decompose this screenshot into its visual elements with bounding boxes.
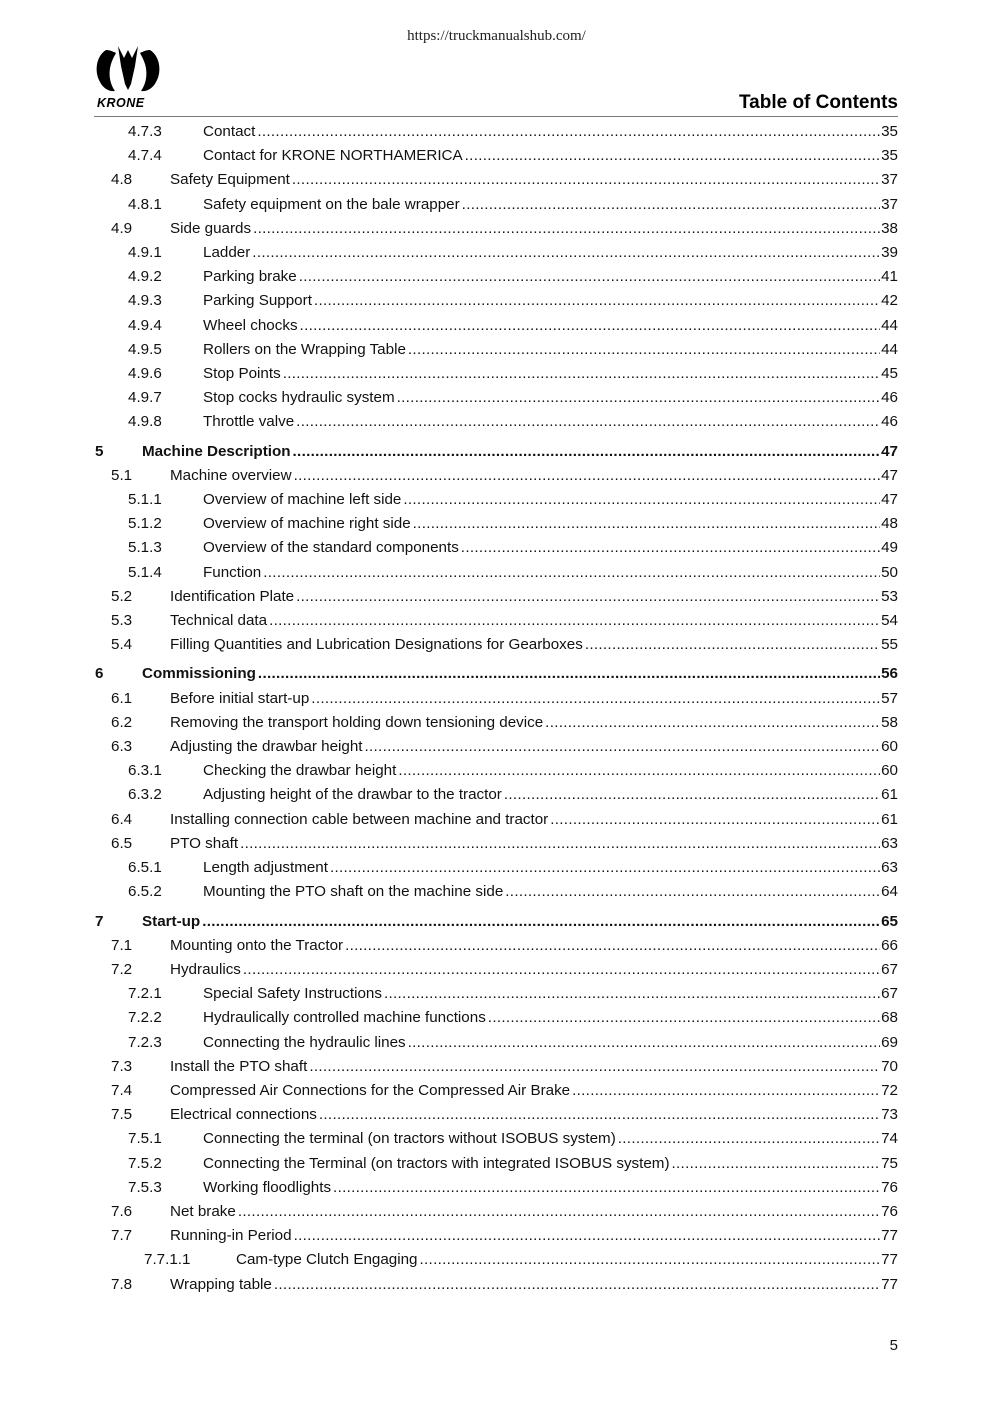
toc-entry-number: 4.9.5 xyxy=(128,340,162,358)
toc-entry-number: 7.5 xyxy=(111,1106,133,1124)
toc-entry-title: Connecting the terminal (on tractors without ISOBUS system) xyxy=(203,1130,616,1148)
toc-dot-leader xyxy=(545,711,880,735)
toc-entry-number: 4.9.3 xyxy=(128,292,162,310)
toc-entry[interactable] xyxy=(95,808,898,832)
toc-dot-leader xyxy=(274,1273,880,1297)
toc-dot-leader xyxy=(420,1248,881,1272)
toc-entry-title: Filling Quantities and Lubrication Designations for Gearboxes xyxy=(170,636,583,654)
toc-entry-number: 6.5 xyxy=(111,834,133,852)
toc-entry-page: 35 xyxy=(881,147,898,165)
toc-dot-leader xyxy=(240,832,880,856)
toc-entry[interactable] xyxy=(95,440,898,464)
toc-entry-number: 6.4 xyxy=(111,810,133,828)
toc-entry-title: Commissioning xyxy=(142,665,256,683)
toc-dot-leader xyxy=(294,464,881,488)
toc-entry-number: 5.1 xyxy=(111,466,133,484)
toc-entry-page: 57 xyxy=(881,689,898,707)
toc-entry-page: 53 xyxy=(881,587,898,605)
toc-entry[interactable] xyxy=(95,1127,898,1151)
toc-entry-page: 38 xyxy=(881,219,898,237)
toc-entry[interactable] xyxy=(95,609,898,633)
toc-entry-title: Length adjustment xyxy=(203,859,328,877)
toc-entry-page: 45 xyxy=(881,365,898,383)
toc-entry-number: 4.9.6 xyxy=(128,365,162,383)
toc-entry-title: Working floodlights xyxy=(203,1178,332,1196)
toc-entry-page: 67 xyxy=(881,985,898,1003)
toc-entry-title: Mounting the PTO shaft on the machine side xyxy=(203,883,504,901)
toc-entry-title: Ladder xyxy=(203,244,251,262)
toc-dot-leader xyxy=(263,561,880,585)
toc-entry[interactable] xyxy=(95,168,898,192)
toc-dot-leader xyxy=(397,386,880,410)
toc-entry-number: 4.9.4 xyxy=(128,316,162,334)
toc-entry-page: 70 xyxy=(881,1057,898,1075)
toc-dot-leader xyxy=(319,1103,880,1127)
toc-entry-page: 55 xyxy=(881,636,898,654)
toc-dot-leader xyxy=(258,662,880,686)
toc-entry-title: PTO shaft xyxy=(170,834,239,852)
page-title: Table of Contents xyxy=(738,92,898,113)
toc-entry-number: 7.2 xyxy=(111,960,133,978)
toc-entry[interactable] xyxy=(95,362,898,386)
toc-dot-leader xyxy=(333,1176,880,1200)
toc-entry-title: Checking the drawbar height xyxy=(203,762,397,780)
toc-dot-leader xyxy=(488,1006,880,1030)
toc-entry-number: 7.5.3 xyxy=(128,1178,162,1196)
toc-entry[interactable] xyxy=(95,217,898,241)
toc-entry-number: 5.4 xyxy=(111,636,133,654)
toc-entry-page: 69 xyxy=(881,1033,898,1051)
toc-entry-page: 41 xyxy=(881,268,898,286)
toc-entry-title: Hydraulically controlled machine functions xyxy=(203,1009,486,1027)
toc-entry[interactable] xyxy=(95,1055,898,1079)
toc-entry[interactable] xyxy=(95,910,898,934)
toc-entry-page: 47 xyxy=(881,491,898,509)
toc-entry-title: Rollers on the Wrapping Table xyxy=(203,340,406,358)
toc-entry-title: Mounting onto the Tractor xyxy=(170,936,344,954)
toc-entry[interactable] xyxy=(95,1176,898,1200)
toc-entry-number: 6 xyxy=(95,665,104,683)
toc-dot-leader xyxy=(365,735,881,759)
source-url[interactable]: https://truckmanualshub.com/ xyxy=(407,28,586,44)
toc-dot-leader xyxy=(269,609,880,633)
toc-entry-title: Overview of machine right side xyxy=(203,515,411,533)
toc-entry[interactable] xyxy=(95,1273,898,1297)
toc-entry-number: 6.5.1 xyxy=(128,859,162,877)
toc-entry[interactable] xyxy=(95,958,898,982)
toc-entry[interactable] xyxy=(95,633,898,657)
toc-entry-number: 4.9.2 xyxy=(128,268,162,286)
toc-entry-number: 7.2.2 xyxy=(128,1009,162,1027)
toc-dot-leader xyxy=(300,314,881,338)
toc-dot-leader xyxy=(465,144,880,168)
toc-entry-title: Compressed Air Connections for the Compressed Air Brake xyxy=(170,1081,571,1099)
toc-entry-title: Side guards xyxy=(170,219,252,237)
toc-dot-leader xyxy=(403,488,880,512)
toc-entry-page: 61 xyxy=(881,810,898,828)
toc-entry-number: 4.9.7 xyxy=(128,389,162,407)
toc-entry-number: 7.5.2 xyxy=(128,1154,162,1172)
toc-entry[interactable] xyxy=(95,687,898,711)
toc-dot-leader xyxy=(672,1152,881,1176)
toc-entry[interactable] xyxy=(95,1152,898,1176)
toc-entry[interactable] xyxy=(95,1031,898,1055)
toc-entry-title: Function xyxy=(203,563,262,581)
header-divider xyxy=(94,116,898,117)
toc-entry[interactable] xyxy=(95,512,898,536)
toc-entry-number: 4.8.1 xyxy=(128,195,162,213)
toc-dot-leader xyxy=(252,241,880,265)
toc-entry-page: 66 xyxy=(881,936,898,954)
toc-entry-number: 7.8 xyxy=(111,1275,133,1293)
toc-entry-number: 7.1 xyxy=(111,936,133,954)
toc-entry-number: 4.7.4 xyxy=(128,147,162,165)
toc-entry[interactable] xyxy=(95,832,898,856)
toc-entry-number: 4.8 xyxy=(111,171,133,189)
toc-entry[interactable] xyxy=(95,1248,898,1272)
toc-entry[interactable] xyxy=(95,144,898,168)
toc-entry[interactable] xyxy=(95,338,898,362)
toc-dot-leader xyxy=(550,808,880,832)
toc-entry-number: 5.1.2 xyxy=(128,515,162,533)
toc-entry-number: 6.3.2 xyxy=(128,786,162,804)
toc-entry-page: 58 xyxy=(881,713,898,731)
toc-entry-title: Removing the transport holding down tensioning device xyxy=(170,713,544,731)
toc-entry-title: Adjusting height of the drawbar to the tractor xyxy=(203,786,502,804)
toc-entry-title: Safety Equipment xyxy=(170,171,290,189)
toc-entry-title: Connecting the hydraulic lines xyxy=(203,1033,406,1051)
toc-entry[interactable] xyxy=(95,982,898,1006)
toc-entry-title: Machine Description xyxy=(142,442,291,460)
toc-entry-number: 5.1.4 xyxy=(128,563,162,581)
toc-entry-page: 72 xyxy=(881,1081,898,1099)
toc-entry-page: 65 xyxy=(881,912,898,930)
toc-entry[interactable] xyxy=(95,561,898,585)
toc-dot-leader xyxy=(461,536,880,560)
toc-entry-title: Throttle valve xyxy=(203,413,295,431)
toc-entry-number: 6.2 xyxy=(111,713,133,731)
toc-entry-title: Parking Support xyxy=(203,292,312,310)
toc-entry[interactable] xyxy=(95,1200,898,1224)
toc-entry-number: 5 xyxy=(95,442,104,460)
toc-entry-number: 4.9.8 xyxy=(128,413,162,431)
toc-entry[interactable] xyxy=(95,662,898,686)
toc-entry-title: Parking brake xyxy=(203,268,297,286)
toc-entry-page: 77 xyxy=(881,1227,898,1245)
page-number: 5 xyxy=(889,1337,898,1354)
toc-entry-title: Machine overview xyxy=(170,466,292,484)
toc-entry-title: Wheel chocks xyxy=(203,316,298,334)
toc-entry-title: Before initial start-up xyxy=(170,689,310,707)
toc-dot-leader xyxy=(253,217,880,241)
toc-entry[interactable] xyxy=(95,585,898,609)
toc-entry-page: 46 xyxy=(881,389,898,407)
toc-entry-page: 77 xyxy=(881,1275,898,1293)
toc-entry-number: 6.3 xyxy=(111,738,133,756)
toc-entry-title: Safety equipment on the bale wrapper xyxy=(203,195,460,213)
toc-entry-page: 44 xyxy=(881,316,898,334)
toc-entry-page: 75 xyxy=(881,1154,898,1172)
toc-dot-leader xyxy=(257,120,880,144)
toc-entry[interactable] xyxy=(95,241,898,265)
toc-entry-number: 7.4 xyxy=(111,1081,133,1099)
toc-entry-title: Contact for KRONE NORTHAMERICA xyxy=(203,147,463,165)
toc-dot-leader xyxy=(413,512,880,536)
toc-entry-number: 7.5.1 xyxy=(128,1130,162,1148)
toc-entry-number: 4.9.1 xyxy=(128,244,162,262)
toc-entry-title: Special Safety Instructions xyxy=(203,985,382,1003)
toc-entry[interactable] xyxy=(95,488,898,512)
toc-entry[interactable] xyxy=(95,856,898,880)
toc-entry-number: 7.2.1 xyxy=(128,985,162,1003)
toc-entry-page: 76 xyxy=(881,1178,898,1196)
toc-entry-number: 7.7 xyxy=(111,1227,133,1245)
toc-entry-page: 74 xyxy=(881,1130,898,1148)
toc-entry-page: 61 xyxy=(881,786,898,804)
toc-entry-number: 7.3 xyxy=(111,1057,133,1075)
toc-entry[interactable] xyxy=(95,289,898,313)
toc-entry-page: 68 xyxy=(881,1009,898,1027)
toc-dot-leader xyxy=(299,265,880,289)
toc-dot-leader xyxy=(384,982,880,1006)
toc-entry[interactable] xyxy=(95,1079,898,1103)
toc-entry-page: 63 xyxy=(881,859,898,877)
toc-dot-leader xyxy=(572,1079,880,1103)
toc-entry-number: 7.6 xyxy=(111,1202,133,1220)
toc-entry-number: 4.7.3 xyxy=(128,123,162,140)
toc-dot-leader xyxy=(408,1031,880,1055)
toc-entry-page: 35 xyxy=(881,123,898,140)
toc-dot-leader xyxy=(238,1200,880,1224)
brand-wordmark: KRONE xyxy=(97,96,145,110)
toc-entry-number: 5.1.1 xyxy=(128,491,162,509)
toc-entry-title: Contact xyxy=(203,123,256,140)
toc-entry-page: 56 xyxy=(881,665,898,683)
toc-entry-page: 60 xyxy=(881,738,898,756)
toc-entry[interactable] xyxy=(95,464,898,488)
toc-entry-number: 5.3 xyxy=(111,612,133,630)
toc-entry-number: 7 xyxy=(95,912,104,930)
toc-entry-number: 6.5.2 xyxy=(128,883,162,901)
toc-dot-leader xyxy=(202,910,880,934)
toc-dot-leader xyxy=(345,934,880,958)
toc-dot-leader xyxy=(618,1127,880,1151)
toc-entry-page: 37 xyxy=(881,171,898,189)
toc-entry-title: Stop Points xyxy=(203,365,281,383)
toc-entry-number: 5.2 xyxy=(111,587,133,605)
toc-entry-page: 77 xyxy=(881,1251,898,1269)
toc-entry[interactable] xyxy=(95,386,898,410)
toc-entry-number: 6.1 xyxy=(111,689,133,707)
toc-dot-leader xyxy=(296,585,880,609)
toc-entry-page: 39 xyxy=(881,244,898,262)
toc-entry-page: 46 xyxy=(881,413,898,431)
toc-entry[interactable] xyxy=(95,759,898,783)
toc-entry-page: 67 xyxy=(881,960,898,978)
toc-entry-title: Installing connection cable between machine and tractor xyxy=(170,810,549,828)
toc-entry-page: 44 xyxy=(881,340,898,358)
toc-entry[interactable] xyxy=(95,783,898,807)
toc-entry-number: 7.2.3 xyxy=(128,1033,162,1051)
table-of-contents xyxy=(95,120,898,1297)
toc-entry-title: Running-in Period xyxy=(170,1227,292,1245)
toc-entry-page: 50 xyxy=(881,563,898,581)
toc-entry[interactable] xyxy=(95,120,898,144)
toc-dot-leader xyxy=(398,759,880,783)
toc-entry[interactable] xyxy=(95,314,898,338)
toc-entry-page: 64 xyxy=(881,883,898,901)
toc-entry-title: Stop cocks hydraulic system xyxy=(203,389,395,407)
toc-entry[interactable] xyxy=(95,934,898,958)
toc-entry[interactable] xyxy=(95,193,898,217)
toc-entry[interactable] xyxy=(95,711,898,735)
toc-entry-page: 63 xyxy=(881,834,898,852)
toc-entry-title: Net brake xyxy=(170,1202,236,1220)
toc-entry[interactable] xyxy=(95,1224,898,1248)
toc-entry-page: 73 xyxy=(881,1106,898,1124)
toc-dot-leader xyxy=(585,633,880,657)
toc-dot-leader xyxy=(294,1224,881,1248)
toc-dot-leader xyxy=(504,783,880,807)
toc-dot-leader xyxy=(293,440,881,464)
toc-entry[interactable] xyxy=(95,536,898,560)
toc-entry-title: Identification Plate xyxy=(170,587,295,605)
toc-entry-page: 37 xyxy=(881,195,898,213)
toc-dot-leader xyxy=(330,856,880,880)
toc-entry-page: 47 xyxy=(881,466,898,484)
toc-entry-page: 60 xyxy=(881,762,898,780)
toc-entry[interactable] xyxy=(95,410,898,434)
toc-dot-leader xyxy=(243,958,880,982)
toc-entry-title: Technical data xyxy=(170,612,268,630)
toc-entry-title: Wrapping table xyxy=(170,1275,272,1293)
toc-entry[interactable] xyxy=(95,735,898,759)
toc-entry-number: 7.7.1.1 xyxy=(144,1251,191,1269)
toc-entry[interactable] xyxy=(95,1006,898,1030)
toc-dot-leader xyxy=(314,289,880,313)
toc-entry-page: 47 xyxy=(881,442,898,460)
toc-entry-title: Start-up xyxy=(142,912,201,930)
toc-dot-leader xyxy=(462,193,880,217)
toc-entry[interactable] xyxy=(95,1103,898,1127)
toc-entry-title: Overview of machine left side xyxy=(203,491,402,509)
toc-entry-page: 42 xyxy=(881,292,898,310)
toc-entry[interactable] xyxy=(95,265,898,289)
toc-entry-page: 76 xyxy=(881,1202,898,1220)
toc-entry-number: 5.1.3 xyxy=(128,539,162,557)
toc-dot-leader xyxy=(408,338,880,362)
toc-entry-page: 49 xyxy=(881,539,898,557)
toc-entry-number: 4.9 xyxy=(111,219,133,237)
toc-entry-title: Cam-type Clutch Engaging xyxy=(236,1251,418,1269)
toc-entry-number: 6.3.1 xyxy=(128,762,162,780)
toc-entry-title: Install the PTO shaft xyxy=(170,1057,308,1075)
toc-dot-leader xyxy=(311,687,880,711)
toc-entry-title: Adjusting the drawbar height xyxy=(170,738,363,756)
toc-dot-leader xyxy=(283,362,880,386)
toc-dot-leader xyxy=(296,410,880,434)
toc-entry-title: Hydraulics xyxy=(170,960,241,978)
toc-entry[interactable] xyxy=(95,880,898,904)
toc-dot-leader xyxy=(309,1055,880,1079)
toc-dot-leader xyxy=(505,880,880,904)
toc-entry-page: 54 xyxy=(881,612,898,630)
toc-entry-title: Connecting the Terminal (on tractors with integrated ISOBUS system) xyxy=(203,1154,670,1172)
toc-dot-leader xyxy=(292,168,880,192)
toc-entry-title: Overview of the standard components xyxy=(203,539,459,557)
toc-entry-title: Electrical connections xyxy=(170,1106,317,1124)
toc-entry-page: 48 xyxy=(881,515,898,533)
